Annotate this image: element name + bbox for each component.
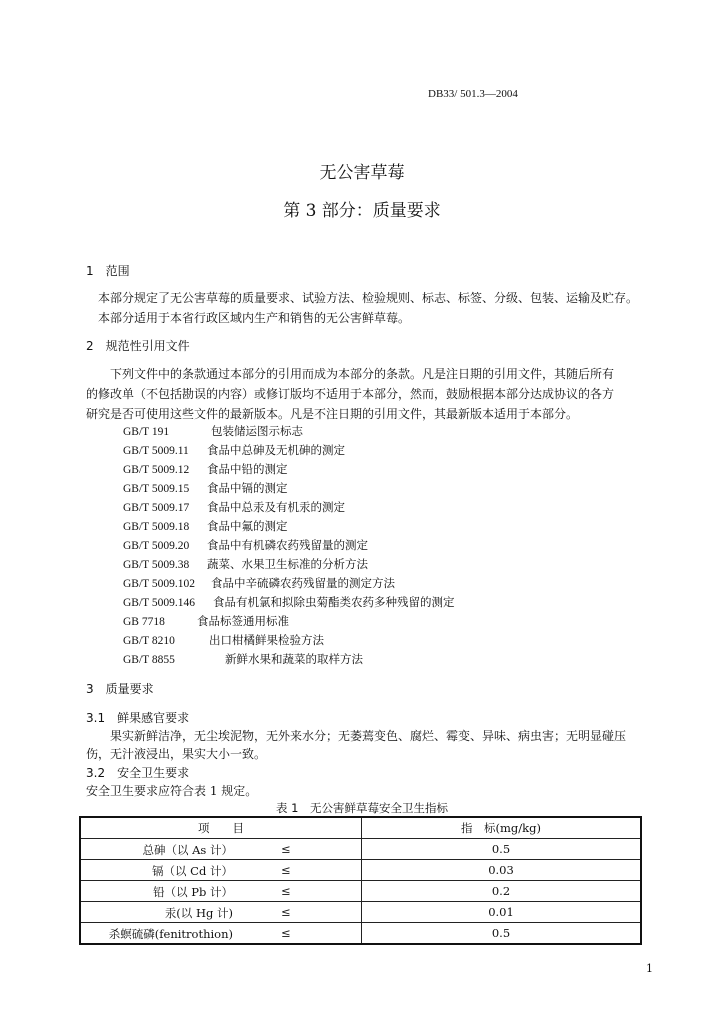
item-cell	[80, 881, 362, 902]
reference-code: GB/T 5009.146	[123, 597, 195, 609]
reference-item	[123, 651, 363, 667]
section-1-paragraph-2: 本部分适用于本省行政区域内生产和销售的无公害鲜草莓。	[98, 311, 411, 325]
reference-title: 包装储运图示标志	[211, 424, 303, 438]
reference-code: GB/T 5009.102	[123, 578, 195, 590]
reference-title: 食品中有机磷农药残留量的测定	[207, 538, 368, 552]
section-2-intro-line-3: 研究是否可使用这些文件的最新版本。凡是不注日期的引用文件，其最新版本适用于本部分。	[86, 407, 579, 421]
value-cell: 0.5	[362, 839, 642, 860]
table-row	[80, 860, 641, 881]
reference-title: 出口柑橘鲜果检验方法	[209, 633, 324, 647]
reference-item	[123, 442, 345, 458]
less-equal-sign: ≤	[281, 863, 291, 877]
item-cell	[80, 923, 362, 945]
section-3-2-text: 安全卫生要求应符合表 1 规定。	[86, 784, 258, 798]
reference-item	[123, 499, 345, 515]
item-name: 镉（以 Cd 计）	[152, 864, 233, 878]
value-cell: 0.5	[362, 923, 642, 945]
section-2-heading: 2 规范性引用文件	[86, 339, 190, 353]
page-number: 1	[646, 962, 653, 975]
less-equal-sign: ≤	[281, 884, 291, 898]
column-header-value: 指 标(mg/kg)	[362, 817, 642, 839]
item-name: 汞(以 Hg 计)	[164, 906, 233, 920]
item-name: 铅（以 Pb 计）	[153, 885, 233, 899]
reference-item	[123, 537, 368, 553]
reference-code: GB/T 8855	[123, 654, 175, 666]
reference-item	[123, 423, 303, 439]
section-2-intro-line-2: 的修改单（不包括勘误的内容）或修订版均不适用于本部分，然而，鼓励根据本部分达成协议的各方	[86, 387, 615, 401]
reference-item	[123, 632, 324, 648]
reference-title: 食品标签通用标准	[197, 614, 289, 628]
table-row	[80, 839, 641, 860]
reference-code: GB/T 5009.15	[123, 483, 190, 495]
item-cell	[80, 902, 362, 923]
reference-title: 食品中总砷及无机砷的测定	[207, 443, 345, 457]
item-cell	[80, 839, 362, 860]
document-title: 无公害草莓	[319, 163, 405, 183]
reference-title: 食品中镉的测定	[207, 481, 288, 495]
document-number: DB33/ 501.3—2004	[428, 88, 518, 100]
section-3-2-heading: 3.2 安全卫生要求	[86, 766, 190, 780]
reference-item	[123, 594, 455, 610]
less-equal-sign: ≤	[281, 842, 291, 856]
safety-indicator-table	[79, 816, 642, 945]
reference-code: GB/T 5009.11	[123, 445, 189, 457]
item-name: 杀螟硫磷(fenitrothion)	[108, 927, 233, 941]
section-1-heading: 1 范围	[86, 264, 130, 278]
reference-code: GB/T 191	[123, 426, 170, 438]
reference-code: GB/T 5009.17	[123, 502, 190, 514]
section-3-1-text-line-1: 果实新鲜洁净，无尘埃泥物，无外来水分；无萎蔫变色、腐烂、霉变、异味、病虫害；无明显碰压	[110, 729, 627, 743]
reference-code: GB/T 8210	[123, 635, 175, 647]
value-cell: 0.01	[362, 902, 642, 923]
value-cell: 0.2	[362, 881, 642, 902]
reference-title: 食品中氟的测定	[207, 519, 288, 533]
reference-item	[123, 518, 288, 534]
section-3-1-text-line-2: 伤，无汁液浸出，果实大小一致。	[86, 747, 267, 761]
section-3-heading: 3 质量要求	[86, 682, 154, 696]
reference-title: 新鲜水果和蔬菜的取样方法	[225, 652, 363, 666]
table-1-caption: 表 1 无公害鲜草莓安全卫生指标	[276, 801, 448, 815]
item-name: 总砷（以 As 计）	[142, 843, 233, 857]
reference-code: GB/T 5009.38	[123, 559, 190, 571]
section-2-intro-line-1: 下列文件中的条款通过本部分的引用而成为本部分的条款。凡是注日期的引用文件，其随后所有	[110, 367, 615, 381]
table-row	[80, 881, 641, 902]
value-cell: 0.03	[362, 860, 642, 881]
reference-code: GB/T 5009.20	[123, 540, 190, 552]
less-equal-sign: ≤	[281, 926, 291, 940]
less-equal-sign: ≤	[281, 905, 291, 919]
reference-code: GB/T 5009.18	[123, 521, 190, 533]
reference-title: 食品中辛硫磷农药残留量的测定方法	[211, 576, 395, 590]
column-header-item: 项 目	[80, 817, 362, 839]
reference-item	[123, 575, 395, 591]
section-1-paragraph-1: 本部分规定了无公害草莓的质量要求、试验方法、检验规则、标志、标签、分级、包装、运输及贮存。	[98, 291, 639, 305]
reference-item	[123, 461, 288, 477]
reference-title: 食品有机氯和拟除虫菊酯类农药多种残留的测定	[213, 595, 455, 609]
table-row	[80, 902, 641, 923]
table-header-row	[80, 817, 641, 839]
reference-code: GB 7718	[123, 616, 165, 628]
item-cell	[80, 860, 362, 881]
table-row	[80, 923, 641, 945]
document-subtitle: 第 3 部分：质量要求	[283, 201, 441, 221]
reference-title: 食品中铅的测定	[207, 462, 288, 476]
reference-title: 食品中总汞及有机汞的测定	[207, 500, 345, 514]
reference-title: 蔬菜、水果卫生标准的分析方法	[207, 557, 368, 571]
reference-item	[123, 613, 289, 629]
section-3-1-heading: 3.1 鲜果感官要求	[86, 711, 190, 725]
reference-code: GB/T 5009.12	[123, 464, 190, 476]
reference-item	[123, 480, 288, 496]
reference-item	[123, 556, 368, 572]
